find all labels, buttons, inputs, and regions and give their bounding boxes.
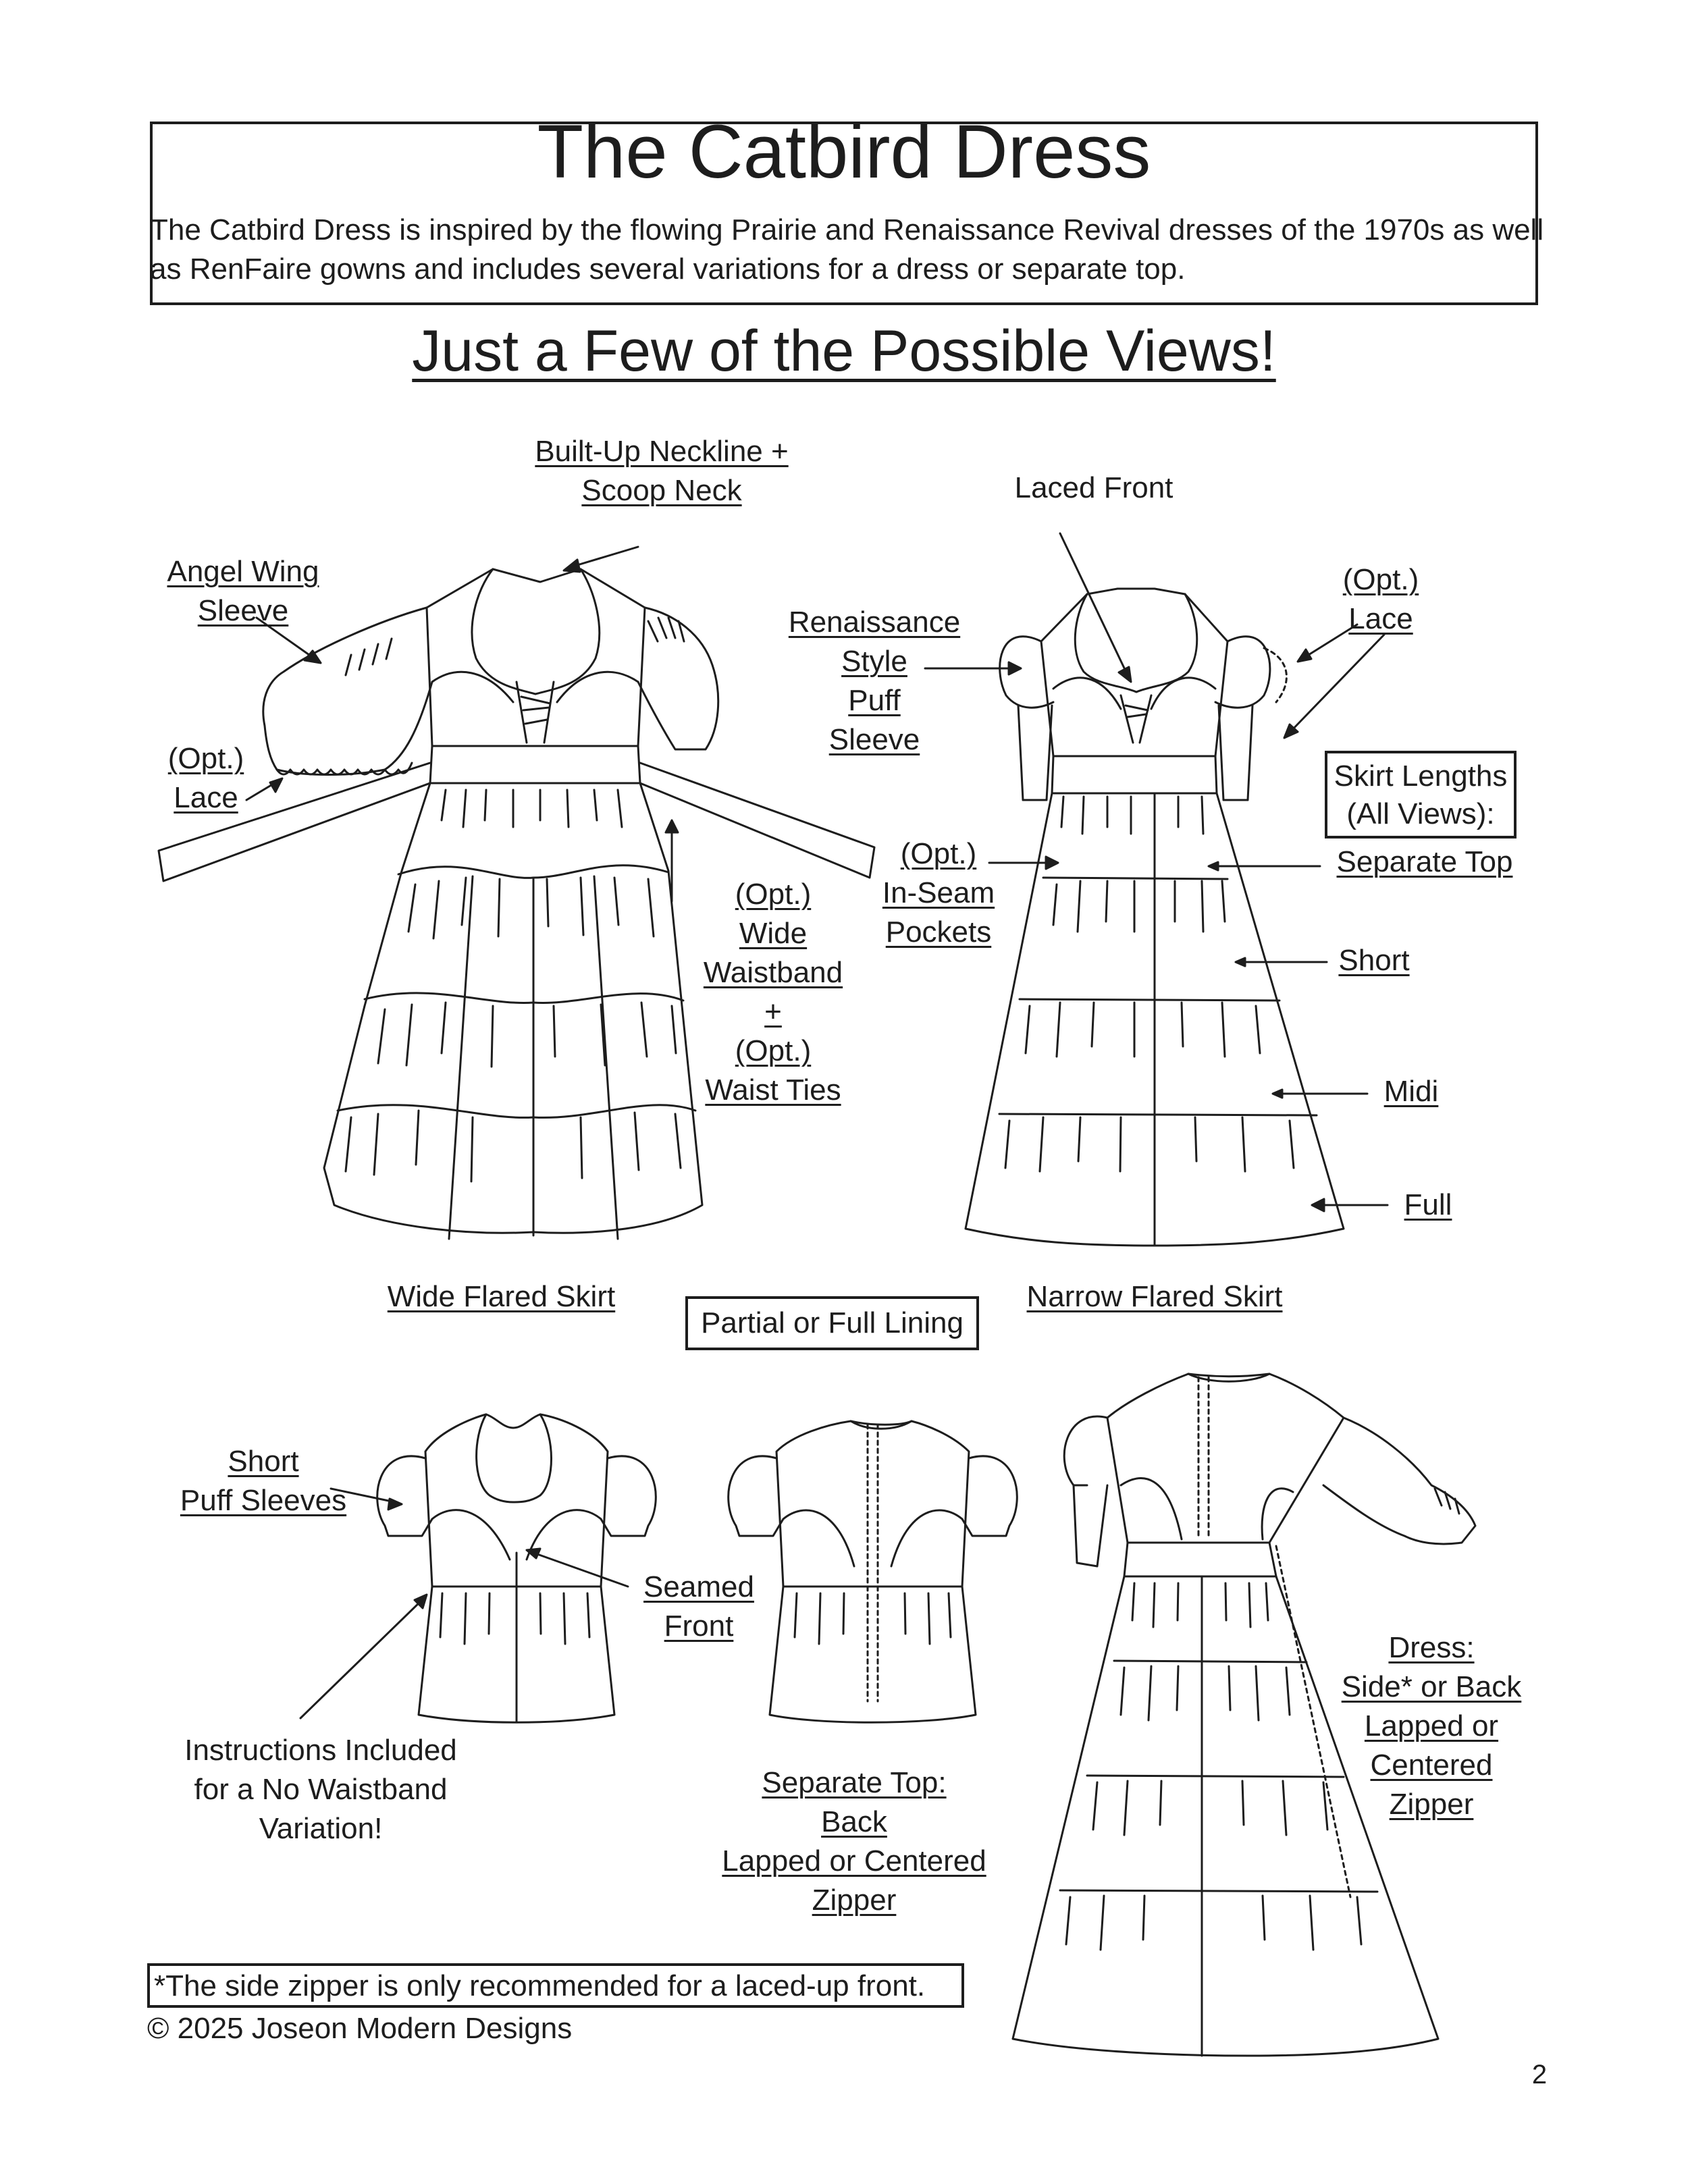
intro-line: The Catbird Dress is inspired by the flowing Prairie and Renaissance Revival dresses of the 1970s as well: [150, 213, 1544, 246]
lower-sleeve-left: [1018, 705, 1052, 800]
tier-2: [1020, 999, 1280, 1001]
sleeve-gathers-left: [346, 639, 392, 675]
puff-sleeve-right: [962, 1456, 1017, 1536]
bodice-seam: [783, 1510, 962, 1566]
label-line: Scoop Neck: [581, 474, 742, 507]
label-line: Wide Flared Skirt: [387, 1280, 616, 1313]
label-line: (Opt.): [1342, 563, 1419, 596]
label-line: Seamed: [643, 1570, 754, 1603]
bodice-seam: [1121, 1479, 1293, 1539]
panel-seams: [449, 876, 618, 1239]
label-pockets: [871, 834, 1006, 952]
label-line: Skirt Lengths: [1334, 760, 1508, 793]
bodice-outline: [776, 1421, 969, 1587]
sleeve-gathers: [1435, 1489, 1459, 1514]
label-line: Laced Front: [1014, 471, 1173, 504]
angel-sleeve-left: [263, 608, 432, 775]
label-line: (All Views):: [1346, 797, 1495, 830]
label-separate-top: [1323, 843, 1526, 882]
side-zipper-note: [147, 1963, 964, 2008]
tier-2: [365, 993, 683, 1003]
label-line: Separate Top: [1336, 845, 1513, 878]
waist-tie-right: [640, 763, 874, 878]
tier-3: [1060, 1890, 1377, 1892]
sleeve-left: [1074, 1485, 1107, 1566]
label-dress-zipper: [1323, 1628, 1539, 1824]
label-separate-top-back: [702, 1763, 1006, 1920]
puff-sleeve-left: [377, 1456, 432, 1536]
intro-line: as RenFaire gowns and includes several variations for a dress or separate top.: [150, 252, 1186, 286]
label-line: Pockets: [885, 915, 992, 949]
shoulder-puff-left: [1064, 1416, 1107, 1485]
label-angel-wing: [135, 552, 351, 631]
sleeve-gathers-right: [648, 618, 684, 641]
lace-right: [1264, 648, 1286, 702]
label-line: Side* or Back: [1341, 1670, 1522, 1703]
label-line: (Opt.): [735, 878, 812, 911]
label-opt-lace-right: [1320, 560, 1442, 639]
bishop-sleeve-right: [1323, 1418, 1475, 1544]
angel-sleeve-right: [638, 608, 718, 749]
label-line: Style: [841, 645, 907, 678]
label-line: Variation!: [259, 1812, 383, 1845]
tier-1: [1043, 878, 1228, 879]
label-line: (Opt.): [167, 742, 244, 775]
gathers: [346, 790, 681, 1181]
label-line: Waist Ties: [705, 1073, 841, 1107]
label-line: Zipper: [812, 1884, 897, 1917]
puff-sleeve-right: [601, 1456, 656, 1536]
label-line: Partial or Full Lining: [701, 1306, 964, 1339]
short-top-front-drawing: [377, 1414, 656, 1722]
arrow-no-waistband: [300, 1600, 422, 1718]
scoop-neck: [472, 569, 600, 694]
label-no-waistband: [155, 1731, 486, 1848]
label-line: Built-Up Neckline +: [535, 435, 789, 468]
label-line: Short: [228, 1445, 299, 1478]
label-line: In-Seam: [882, 876, 995, 909]
laced-v: [1121, 695, 1151, 743]
label-line: Full: [1404, 1188, 1452, 1221]
label-line: Instructions Included: [184, 1734, 457, 1767]
label-laced-front: [986, 469, 1202, 508]
label-renaissance-sleeve: [770, 603, 979, 760]
arrow-seamed-front: [533, 1553, 628, 1587]
bodice-seam: [432, 672, 638, 702]
gathers: [1066, 1583, 1361, 1950]
scoop-neck: [1075, 594, 1196, 692]
arrow-lace-right-2: [1290, 635, 1384, 733]
lining-box: [685, 1296, 979, 1350]
label-waistband: [675, 875, 871, 1110]
tier-1: [1114, 1661, 1307, 1662]
label-narrow-flared-skirt: [1013, 1277, 1296, 1316]
tier-3: [338, 1105, 695, 1118]
label-line: Back: [821, 1805, 887, 1838]
label-short-puff: [162, 1442, 365, 1520]
tier-3: [999, 1114, 1317, 1115]
zipper: [868, 1424, 878, 1701]
label-line: Renaissance: [788, 606, 961, 639]
label-line: Dress:: [1388, 1631, 1475, 1664]
label-line: (Opt.): [735, 1034, 812, 1067]
label-line: Waistband: [703, 956, 843, 989]
bodice-outline: [1107, 1374, 1344, 1543]
label-line: *The side zipper is only recommended for a laced-up front.: [154, 1969, 926, 2002]
page-number: 2: [1531, 2060, 1548, 2089]
label-line: Separate Top:: [762, 1766, 947, 1799]
puff-sleeve-left: [729, 1456, 783, 1536]
label-line: Centered: [1370, 1749, 1493, 1782]
label-line: Lapped or: [1364, 1709, 1499, 1742]
label-line: Puff Sleeves: [180, 1484, 347, 1517]
page-title: The Catbird Dress: [537, 109, 1151, 194]
gathers: [795, 1593, 951, 1644]
copyright: © 2025 Joseon Modern Designs: [147, 2012, 573, 2045]
label-line: Narrow Flared Skirt: [1026, 1280, 1283, 1313]
skirt-outline: [324, 783, 702, 1233]
bodice-outline: [427, 569, 645, 746]
tier-1: [398, 865, 668, 878]
label-seamed-front: [628, 1568, 770, 1646]
label-full: [1391, 1186, 1465, 1225]
label-line: Lace: [1348, 602, 1413, 635]
label-neckline: [520, 432, 803, 510]
label-line: for a No Waistband: [194, 1773, 448, 1806]
short-top-back-drawing: [729, 1421, 1018, 1722]
skirt-lengths-box: [1325, 751, 1516, 838]
back-zipper: [1198, 1377, 1209, 1539]
bodice-outline: [1041, 589, 1228, 756]
label-opt-lace-left: [145, 739, 267, 818]
peplum: [770, 1587, 976, 1722]
label-midi: [1371, 1072, 1452, 1111]
label-line: +: [764, 995, 782, 1028]
label-line: Short: [1338, 944, 1410, 977]
waistband: [1052, 756, 1217, 793]
arrow-laced-front: [1060, 533, 1128, 675]
label-wide-flared-skirt: [371, 1277, 631, 1316]
tier-2: [1087, 1776, 1344, 1777]
label-line: Front: [664, 1609, 734, 1643]
waistband: [430, 746, 640, 783]
label-line: Puff: [848, 684, 901, 717]
lower-sleeve-right: [1219, 705, 1252, 800]
waistband: [1124, 1543, 1276, 1576]
label-line: Lace: [174, 781, 238, 814]
label-line: Lapped or Centered: [722, 1844, 986, 1877]
label-line: Sleeve: [197, 594, 289, 627]
bodice-seam: [1053, 678, 1215, 709]
label-short: [1327, 941, 1421, 980]
arrow-neckline: [571, 547, 638, 567]
narrow-flared-dress-drawing: [966, 589, 1344, 1246]
label-line: Zipper: [1389, 1788, 1474, 1821]
label-line: Sleeve: [828, 723, 920, 756]
gathers: [440, 1593, 589, 1644]
section-subtitle: Just a Few of the Possible Views!: [412, 319, 1276, 383]
label-line: Midi: [1383, 1075, 1439, 1108]
label-line: (Opt.): [900, 837, 977, 870]
label-line: Wide: [739, 917, 808, 950]
label-line: Angel Wing: [167, 555, 319, 588]
